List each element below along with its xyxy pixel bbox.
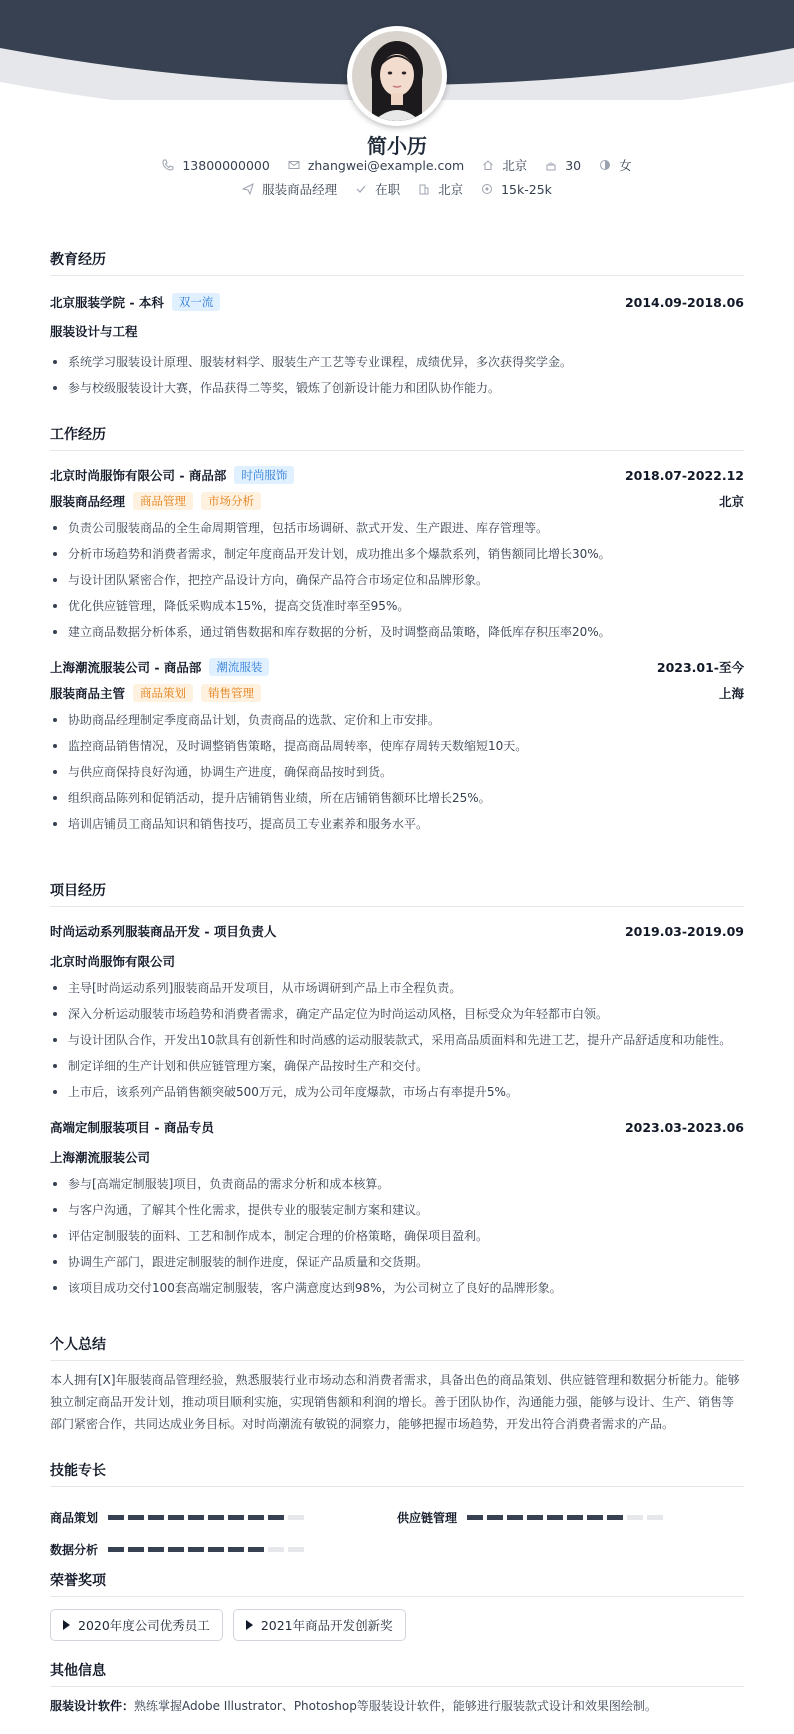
role-tag: 销售管理	[201, 684, 261, 702]
list-item: 建立商品数据分析体系，通过销售数据和库存数据的分析，及时调整商品策略，降低库存积压率20%。	[50, 619, 744, 645]
skill-segment	[208, 1515, 224, 1520]
skill-segment	[128, 1515, 144, 1520]
skill-segment	[128, 1547, 144, 1552]
project-date: 2023.03-2023.06	[624, 1119, 744, 1135]
list-item: 分析市场趋势和消费者需求，制定年度商品开发计划，成功推出多个爆款系列，销售额同比增长30%。	[50, 541, 744, 567]
salary-icon	[481, 183, 493, 195]
intent-city: 北京	[418, 180, 463, 198]
skill-item	[50, 1533, 397, 1565]
section-title: 工作经历	[50, 424, 744, 451]
role-row	[50, 491, 744, 511]
project-company: 北京时尚服饰有限公司	[50, 954, 176, 969]
job-date: 2023.01-至今	[656, 660, 744, 675]
send-icon	[242, 183, 254, 195]
list-item: 评估定制服装的面料、工艺和制作成本，制定合理的价格策略，确保项目盈利。	[50, 1223, 744, 1249]
skills-grid	[50, 1501, 744, 1565]
award-chip: 2021年商品开发创新奖	[233, 1609, 406, 1641]
section-title: 项目经历	[50, 880, 744, 907]
intent-salary: 15k-25k	[481, 182, 552, 197]
other-text: 熟练掌握Adobe Illustrator、Photoshop等服装设计软件，能够进行服装款式设计和效果图绘制。	[134, 1699, 657, 1713]
skill-level-bar	[108, 1515, 308, 1520]
skill-segment	[228, 1515, 244, 1520]
role-row	[50, 683, 744, 703]
projects-section	[50, 880, 744, 1301]
skill-item	[397, 1501, 744, 1533]
education-section	[50, 249, 744, 401]
list-item: 与供应商保持良好沟通，协调生产进度，确保商品按时到货。	[50, 759, 744, 785]
list-item: 协调生产部门，跟进定制服装的制作进度，保证产品质量和交货期。	[50, 1249, 744, 1275]
skill-segment	[467, 1515, 483, 1520]
contact-phone: 13800000000	[162, 158, 269, 173]
skill-segment	[248, 1547, 264, 1552]
skill-segment	[208, 1547, 224, 1552]
skill-segment	[288, 1547, 304, 1552]
job-city: 上海	[718, 686, 744, 701]
skill-segment	[527, 1515, 543, 1520]
award-chip: 2020年度公司优秀员工	[50, 1609, 223, 1641]
awards-section	[50, 1570, 744, 1641]
list-item: 制定详细的生产计划和供应链管理方案，确保产品按时生产和交付。	[50, 1053, 744, 1079]
list-item: 监控商品销售情况，及时调整销售策略，提高商品周转率，使库存周转天数缩短10天。	[50, 733, 744, 759]
candidate-name: 简小历	[367, 134, 427, 158]
other-info	[50, 1697, 744, 1714]
school-tag: 双一流	[172, 293, 221, 311]
section-title: 个人总结	[50, 1334, 744, 1361]
company-name: 北京时尚服饰有限公司 - 商品部	[50, 468, 227, 483]
list-item: 该项目成功交付100套高端定制服装，客户满意度达到98%，为公司树立了良好的品牌形象。	[50, 1275, 744, 1301]
list-item: 与设计团队合作，开发出10款具有创新性和时尚感的运动服装款式，采用高品质面料和先进工艺，提升产品舒适度和功能性。	[50, 1027, 744, 1053]
triangle-icon	[63, 1620, 70, 1630]
list-item: 上市后，该系列产品销售额突破500万元，成为公司年度爆款，市场占有率提升5%。	[50, 1079, 744, 1105]
job-date: 2018.07-2022.12	[624, 467, 744, 483]
skill-level-bar	[108, 1547, 308, 1552]
contact-city: 北京	[482, 156, 527, 174]
home-icon	[482, 159, 494, 171]
project-name: 时尚运动系列服装商品开发 - 项目负责人	[50, 924, 277, 939]
section-title: 教育经历	[50, 249, 744, 276]
project-company-row	[50, 951, 744, 971]
education-bullets	[50, 349, 744, 401]
other-label: 服装设计软件：	[50, 1699, 135, 1713]
status-icon	[355, 183, 367, 195]
company-tag: 潮流服装	[209, 658, 269, 676]
list-item: 系统学习服装设计原理、服装材料学、服装生产工艺等专业课程，成绩优异，多次获得奖学金。	[50, 349, 744, 375]
skill-segment	[587, 1515, 603, 1520]
skill-segment	[487, 1515, 503, 1520]
skill-segment	[507, 1515, 523, 1520]
skill-segment	[627, 1515, 643, 1520]
job-header	[50, 465, 744, 485]
intent-status: 在职	[355, 180, 400, 198]
project-header	[50, 921, 744, 941]
contact-gender: 女	[599, 156, 632, 174]
skill-segment	[188, 1547, 204, 1552]
education-header	[50, 292, 744, 312]
skill-item	[50, 1501, 397, 1533]
skill-segment	[647, 1515, 663, 1520]
skill-segment	[108, 1547, 124, 1552]
project-bullets	[50, 975, 744, 1105]
skills-section	[50, 1460, 744, 1565]
list-item: 组织商品陈列和促销活动，提升店铺销售业绩，所在店铺销售额环比增长25%。	[50, 785, 744, 811]
job-header	[50, 657, 744, 677]
list-item: 优化供应链管理，降低采购成本15%，提高交货准时率至95%。	[50, 593, 744, 619]
contact-row	[0, 156, 794, 174]
skill-segment	[567, 1515, 583, 1520]
awards-list	[50, 1609, 744, 1641]
job-bullets	[50, 707, 744, 837]
job-city: 北京	[718, 494, 744, 509]
list-item: 与客户沟通，了解其个性化需求，提供专业的服装定制方案和建议。	[50, 1197, 744, 1223]
age-icon	[545, 159, 557, 171]
intent-position: 服装商品经理	[242, 180, 337, 198]
role-tag: 商品策划	[133, 684, 193, 702]
company-name: 上海潮流服装公司 - 商品部	[50, 660, 202, 675]
list-item: 参与校级服装设计大赛，作品获得二等奖，锻炼了创新设计能力和团队协作能力。	[50, 375, 744, 401]
list-item: 负责公司服装商品的全生命周期管理，包括市场调研、款式开发、生产跟进、库存管理等。	[50, 515, 744, 541]
section-title: 其他信息	[50, 1660, 744, 1687]
skill-name: 供应链管理	[397, 1510, 458, 1525]
summary-text: 本人拥有[X]年服装商品管理经验，熟悉服装行业市场动态和消费者需求，具备出色的商品策划、供应链管理和数据分析能力。能够独立制定商品开发计划，推动项目顺利实施，实现销售额和利润的增长。善于团队协作，沟通能力强，能够与设计、生产、销售等部门紧密合作，共同达成业务目标。对时尚潮流有敏锐的洞察力，能够把握市场趋势，开发出符合消费者需求的产品。	[50, 1373, 740, 1431]
skill-segment	[148, 1515, 164, 1520]
skill-segment	[288, 1515, 304, 1520]
skill-segment	[188, 1515, 204, 1520]
major-row	[50, 321, 744, 341]
project-company-row	[50, 1147, 744, 1167]
project-date: 2019.03-2019.09	[624, 923, 744, 939]
list-item: 培训店铺员工商品知识和销售技巧，提高员工专业素养和服务水平。	[50, 811, 744, 837]
project-company: 上海潮流服装公司	[50, 1150, 151, 1165]
education-date: 2014.09-2018.06	[624, 294, 744, 310]
company-tag: 时尚服饰	[234, 466, 294, 484]
section-title: 荣誉奖项	[50, 1570, 744, 1597]
section-title: 技能专长	[50, 1460, 744, 1487]
contact-email: zhangwei@example.com	[288, 158, 464, 173]
project-header	[50, 1117, 744, 1137]
skill-segment	[168, 1515, 184, 1520]
role-tag: 商品管理	[133, 492, 193, 510]
major: 服装设计与工程	[50, 324, 138, 339]
skill-segment	[547, 1515, 563, 1520]
role-title: 服装商品经理	[50, 494, 126, 509]
skill-level-bar	[467, 1515, 667, 1520]
list-item: 协助商品经理制定季度商品计划，负责商品的选款、定价和上市安排。	[50, 707, 744, 733]
list-item: 参与[高端定制服装]项目，负责商品的需求分析和成本核算。	[50, 1171, 744, 1197]
skill-segment	[228, 1547, 244, 1552]
skill-name: 商品策划	[50, 1510, 99, 1525]
skill-segment	[108, 1515, 124, 1520]
work-section	[50, 424, 744, 837]
skill-segment	[248, 1515, 264, 1520]
avatar	[347, 26, 447, 126]
role-tag: 市场分析	[201, 492, 261, 510]
summary-section	[50, 1334, 744, 1435]
skill-segment	[607, 1515, 623, 1520]
phone-icon	[162, 159, 174, 171]
triangle-icon	[246, 1620, 253, 1630]
mail-icon	[288, 159, 300, 171]
list-item: 与设计团队紧密合作，把控产品设计方向，确保产品符合市场定位和品牌形象。	[50, 567, 744, 593]
project-name: 高端定制服装项目 - 商品专员	[50, 1120, 214, 1135]
skill-segment	[268, 1515, 284, 1520]
job-intent-row	[0, 180, 794, 198]
skill-segment	[268, 1547, 284, 1552]
skill-segment	[168, 1547, 184, 1552]
school-name: 北京服装学院 - 本科	[50, 295, 164, 310]
skill-name: 数据分析	[50, 1542, 99, 1557]
gender-icon	[599, 159, 611, 171]
list-item: 深入分析运动服装市场趋势和消费者需求，确定产品定位为时尚运动风格，目标受众为年轻都市白领。	[50, 1001, 744, 1027]
list-item: 主导[时尚运动系列]服装商品开发项目，从市场调研到产品上市全程负责。	[50, 975, 744, 1001]
project-bullets	[50, 1171, 744, 1301]
skill-segment	[148, 1547, 164, 1552]
contact-age: 30	[545, 158, 581, 173]
job-bullets	[50, 515, 744, 645]
role-title: 服装商品主管	[50, 686, 126, 701]
other-section	[50, 1660, 744, 1714]
building-icon	[418, 183, 430, 195]
